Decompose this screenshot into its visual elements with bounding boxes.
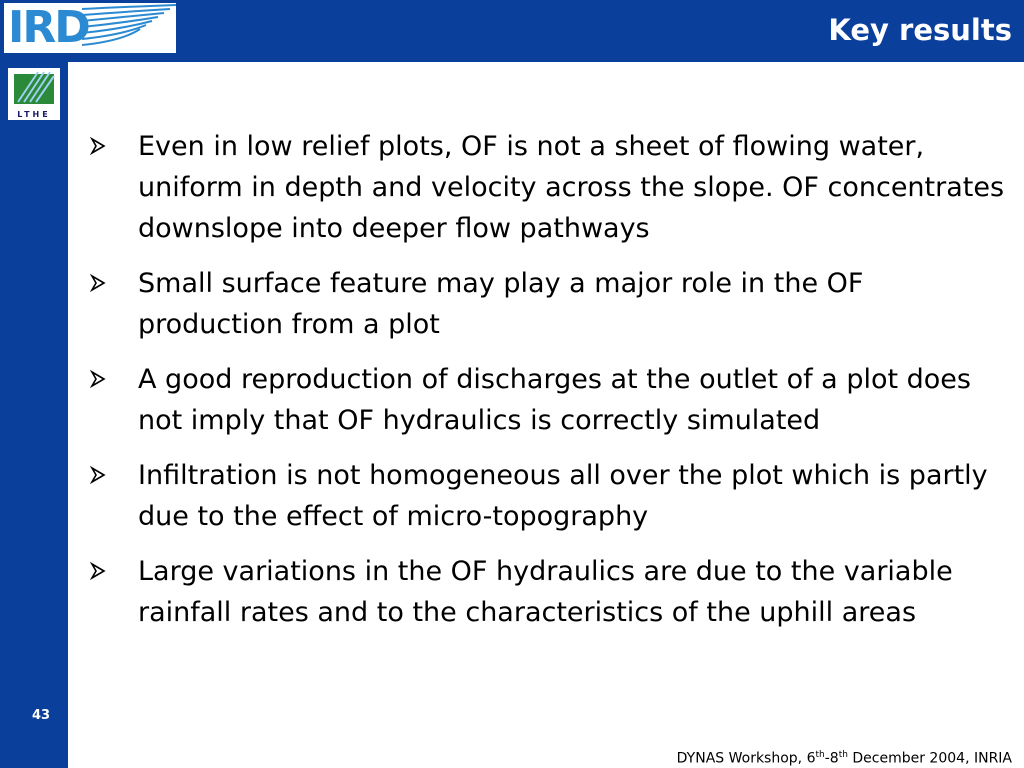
bullet-text: Infiltration is not homogeneous all over the plot which is partly due to the effect of micro-topography <box>138 460 988 532</box>
footer-middle: -8 <box>824 750 839 767</box>
bullet-text: Even in low relief plots, OF is not a sheet of flowing water, uniform in depth and velocity across the slope. OF concentrates downslope into deeper flow pathways <box>138 131 1005 244</box>
lthe-leaf-icon <box>8 68 60 108</box>
arrow-bullet-icon <box>86 553 110 589</box>
bullet-item <box>86 455 1006 537</box>
bullet-item <box>86 263 1006 345</box>
arrow-bullet-icon <box>86 457 110 493</box>
bullet-item <box>86 359 1006 441</box>
bullet-text: Small surface feature may play a major role in the OF production from a plot <box>138 268 864 340</box>
footer-prefix: DYNAS Workshop, 6 <box>676 750 816 767</box>
bullet-text: A good reproduction of discharges at the outlet of a plot does not imply that OF hydraulics is correctly simulated <box>138 364 971 436</box>
ird-logo <box>4 3 176 53</box>
lthe-logo <box>8 68 60 120</box>
slide-number: 43 <box>32 708 51 723</box>
footer-sup-1: th <box>815 750 825 760</box>
arrow-bullet-icon <box>86 265 110 301</box>
footer-suffix: December 2004, INRIA <box>847 750 1012 767</box>
bullet-item <box>86 126 1006 249</box>
slide-title: Key results <box>828 13 1012 47</box>
bullet-item <box>86 551 1006 633</box>
arrow-bullet-icon <box>86 128 110 164</box>
header-divider <box>0 60 1024 62</box>
ird-logo-text: IRD <box>8 3 89 53</box>
lthe-logo-text: LTHE <box>17 110 51 119</box>
bullet-list <box>86 126 1006 647</box>
footer-sup-2: th <box>838 750 848 760</box>
footer-text <box>677 746 1012 768</box>
ird-logo-swoosh-icon <box>82 3 176 53</box>
bullet-text: Large variations in the OF hydraulics are due to the variable rainfall rates and to the characteristics of the uphill areas <box>138 556 953 628</box>
arrow-bullet-icon <box>86 361 110 397</box>
